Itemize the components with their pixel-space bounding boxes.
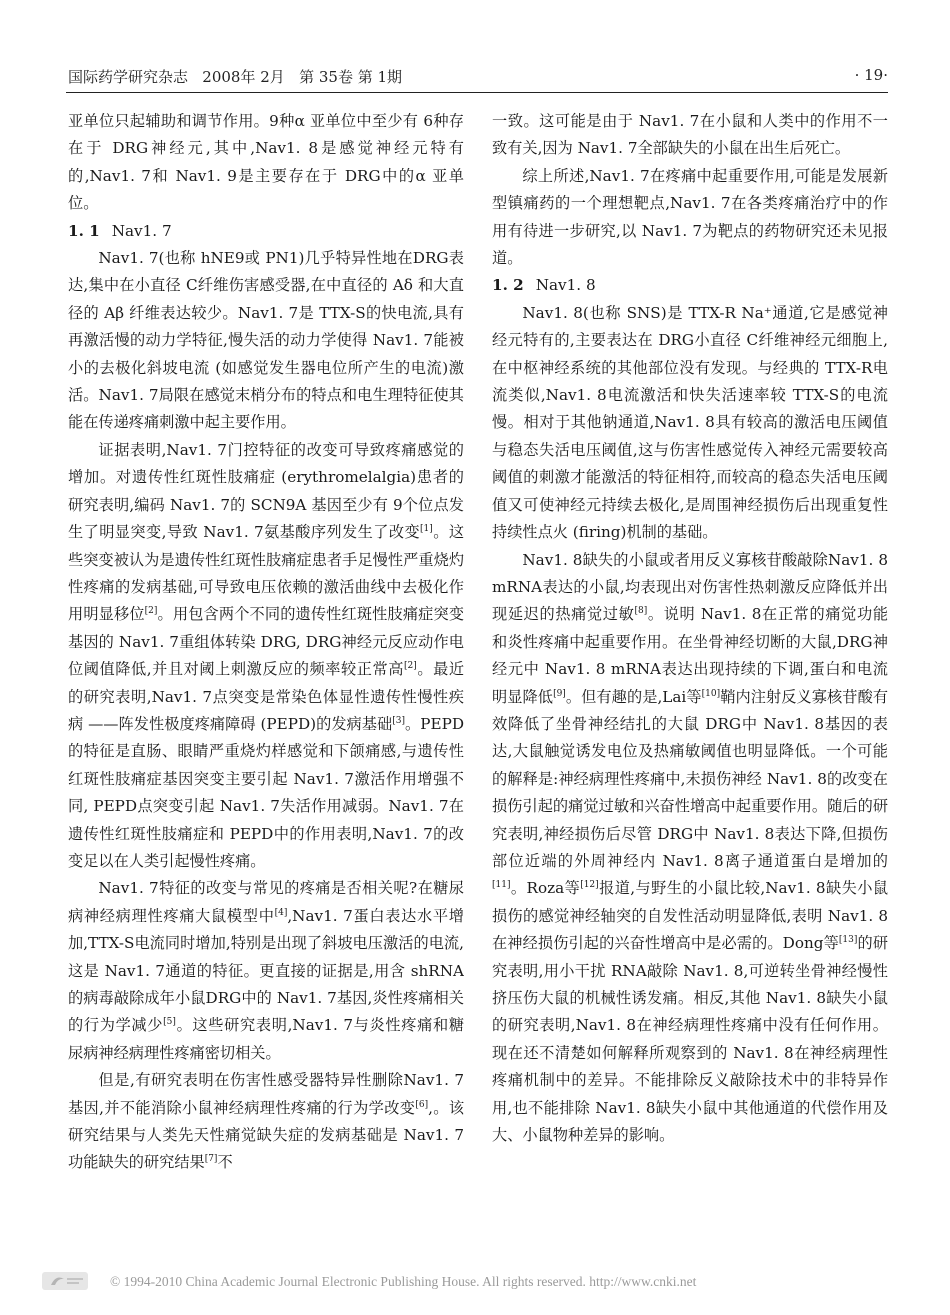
citation-ref[interactable]: [6]	[415, 1099, 429, 1110]
citation-ref[interactable]: [8]	[634, 606, 648, 617]
paragraph: 但是,有研究表明在伤害性感受器特异性删除Nav1. 7基因,并不能消除小鼠神经病理性疼痛的行为学改变[6],。该研究结果与人类先天性痛觉缺失症的发病基础是 Nav1. 7功能缺失的研究结果[7]不	[68, 1071, 464, 1172]
citation-ref[interactable]: [2]	[144, 606, 158, 617]
publisher-logo-icon	[42, 1270, 88, 1292]
citation-ref[interactable]: [11]	[492, 880, 511, 891]
paragraph: Nav1. 8缺失的小鼠或者用反义寡核苷酸敲除Nav1. 8 mRNA表达的小鼠,均表现出对伤害性热刺激反应降低并出现延迟的热痛觉过敏[8]。说明 Nav1. 8在正常的痛觉功能和炎性疼痛中起重要作用。在坐骨神经切断的大鼠,DRG神经元中 Nav1. 8 mRNA表达出现持续的下调,蛋白和电流明显降低[9]。但有趣的是,Lai等[10]鞘内注射反义寡核苷酸有效降低了坐骨神经结扎的大鼠 DRG中 Nav1. 8基因的表达,大鼠触觉诱发电位及热痛敏阈值也明显降低。一个可能的解释是:神经病理性疼痛中,未损伤神经 Nav1. 8的改变在损伤引起的痛觉过敏和兴奋性增高中起重要作用。随后的研究表明,神经损伤后尽管 DRG中 Nav1. 8表达下降,但损伤部位近端的外周神经内 Nav1. 8离子通道蛋白是增加的[11]。Roza等[12]报道,与野生的小鼠比较,Nav1. 8缺失小鼠损伤的感觉神经轴突的自发性活动明显降低,表明 Nav1. 8在神经损伤引起的兴奋性增高中是必需的。Dong等[13]的研究表明,用小干扰 RNA敲除 Nav1. 8,可逆转坐骨神经慢性挤压伤大鼠的机械性诱发痛。相反,其他 Nav1. 8缺失小鼠的研究表明,Nav1. 8在神经病理性疼痛中没有任何作用。现在还不清楚如何解释所观察到的 Nav1. 8在神经病理性疼痛机制中的差异。不能排除反义敲除技术中的非特异作用,也不能排除 Nav1. 8缺失小鼠中其他通道的代偿作用及大、小鼠物种差异的影响。	[492, 550, 888, 1145]
paragraph: Nav1. 8(也称 SNS)是 TTX-R Na⁺通道,它是感觉神经元特有的,主要表达在 DRG小直径 C纤维神经元细胞上,在中枢神经系统的其他部位没有发现。与经典的 TTX-R电流类似,Nav1. 8电流激活和快失活速率较 TTX-S的电流慢。相对于其他钠通道,Nav1. 8具有较高的激活电压阈值与稳态失活电压阈值,这与伤害性感觉传入神经元需要较高阈值的刺激才能激活的特征相符,而较高的稳态失活电压阈值又可使神经元持续去极化,是周围神经损伤后出现重复性持续性点火 (firing)机制的基础。	[492, 303, 888, 542]
section-title: Nav1. 7	[111, 221, 172, 240]
section-number: 1. 2	[492, 276, 524, 295]
page-footer	[0, 1272, 950, 1292]
citation-ref[interactable]: [12]	[580, 880, 599, 891]
paragraph: Nav1. 7特征的改变与常见的疼痛是否相关呢?在糖尿病神经病理性疼痛大鼠模型中[4],Nav1. 7蛋白表达水平增加,TTX-S电流同时增加,特别是出现了斜坡电压激活的电流,这是 Nav1. 7通道的特征。更直接的证据是,用含 shRNA的病毒敲除成年小鼠DRG中的 Nav1. 7基因,炎性疼痛相关的行为学减少[5]。这些研究表明,Nav1. 7与炎性疼痛和糖尿病神经病理性疼痛密切相关。	[68, 879, 464, 1062]
right-column	[492, 108, 888, 1258]
header-rule	[66, 92, 888, 93]
paragraph: 一致。这可能是由于 Nav1. 7在小鼠和人类中的作用不一致有关,因为 Nav1. 7全部缺失的小鼠在出生后死亡。	[492, 112, 888, 158]
citation-ref[interactable]: [4]	[274, 907, 288, 918]
citation-ref[interactable]: [2]	[404, 661, 417, 672]
page-number: · 19·	[854, 66, 888, 84]
section-heading	[68, 218, 464, 245]
paragraph: 证据表明,Nav1. 7门控特征的改变可导致疼痛感觉的增加。对遗传性红斑性肢痛症 (erythromelalgia)患者的研究表明,编码 Nav1. 7的 SCN9A 基因至少有 9个位点发生了明显突变,导致 Nav1. 7氨基酸序列发生了改变[1]。这些突变被认为是遗传性红斑性肢痛症患者手足慢性严重烧灼性疼痛的发病基础,可导致电压依赖的激活曲线中去极化作用明显移位[2]。用包含两个不同的遗传性红斑性肢痛症突变基因的 Nav1. 7重组体转染 DRG, DRG神经元反应动作电位阈值降低,并且对阈上刺激反应的频率较正常高[2]。最近的研究表明,Nav1. 7点突变是常染色体显性遗传性慢性疾病 ——阵发性极度疼痛障碍 (PEPD)的发病基础[3]。PEPD的特征是直肠、眼睛严重烧灼样感觉和下颌痛感,与遗传性红斑性肢痛症基因突变主要引起 Nav1. 7激活作用增强不同, PEPD点突变引起 Nav1. 7失活作用减弱。Nav1. 7在遗传性红斑性肢痛症和 PEPD中的作用表明,Nav1. 7的改变足以在人类引起慢性疼痛。	[68, 440, 464, 870]
citation-ref[interactable]: [3]	[392, 715, 406, 726]
running-header	[68, 66, 888, 88]
citation-ref[interactable]: [9]	[553, 688, 566, 699]
copyright-notice: © 1994-2010 China Academic Journal Electronic Publishing House. All rights reserved. http://www.cnki.net	[110, 1274, 697, 1289]
citation-ref[interactable]: [13]	[838, 935, 858, 946]
paragraph: Nav1. 7(也称 hNE9或 PN1)几乎特异性地在DRG表达,集中在小直径 C纤维伤害感受器,在中直径的 Aδ 和大直径的 Aβ 纤维表达较少。Nav1. 7是 TTX-S的快电流,具有再激活慢的动力学特征,慢失活的动力学使得 Nav1. 7能被小的去极化斜坡电流 (如感觉发生器电位所产生的电流)激活。Nav1. 7局限在感觉末梢分布的特点和电生理特征使其能在传递疼痛刺激中起主要作用。	[68, 249, 464, 432]
citation-ref[interactable]: [5]	[163, 1017, 176, 1028]
citation-ref[interactable]: [10]	[701, 688, 721, 699]
paragraph: 亚单位只起辅助和调节作用。9种α 亚单位中至少有 6种存在于 DRG神经元,其中,Nav1. 8是感觉神经元特有的,Nav1. 7和 Nav1. 9是主要存在于 DRG中的α 亚单位。	[68, 112, 464, 213]
journal-info: 国际药学研究杂志 2008年 2月 第 35卷 第 1期	[68, 68, 403, 86]
section-number: 1. 1	[68, 221, 100, 240]
left-column	[68, 108, 464, 1258]
section-heading	[492, 272, 888, 299]
paragraph: 综上所述,Nav1. 7在疼痛中起重要作用,可能是发展新型镇痛药的一个理想靶点,Nav1. 7在各类疼痛治疗中的作用有待进一步研究,以 Nav1. 7为靶点的药物研究还未见报道。	[492, 166, 888, 268]
section-title: Nav1. 8	[535, 276, 596, 295]
citation-ref[interactable]: [7]	[204, 1154, 218, 1165]
citation-ref[interactable]: [1]	[420, 524, 433, 535]
